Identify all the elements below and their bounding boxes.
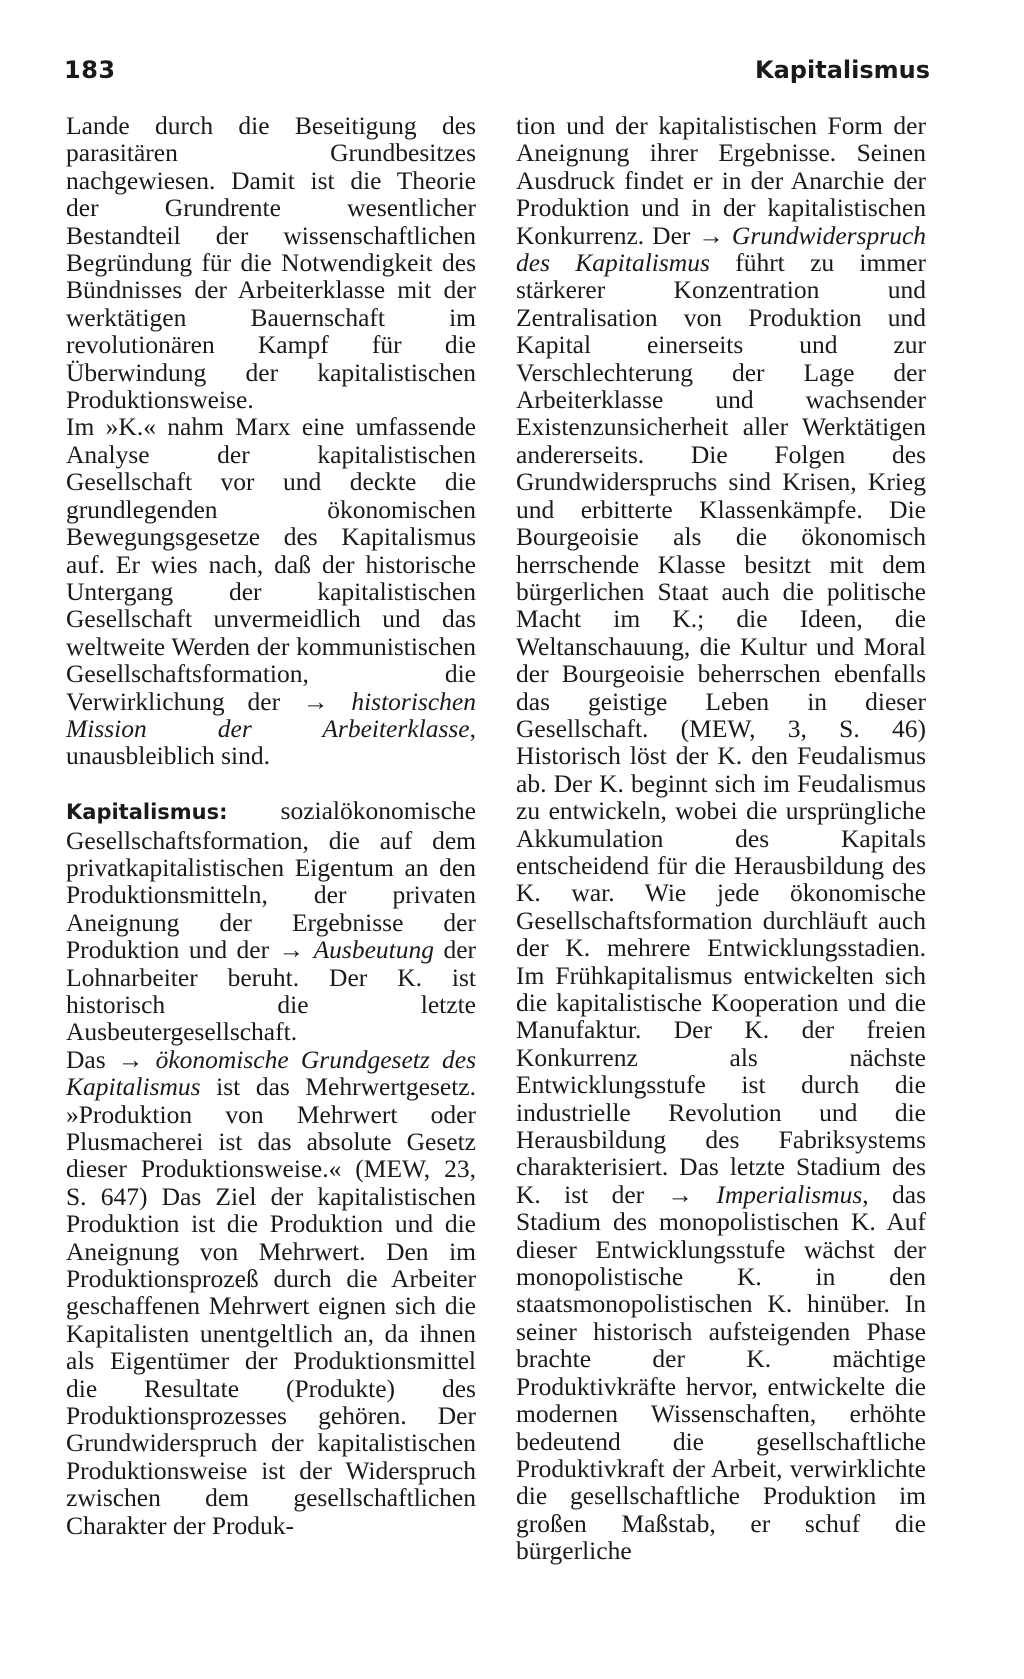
paragraph (66, 1046, 476, 1539)
entry-lemma: Kapitalismus: (66, 800, 228, 825)
paragraph-text: führt zu immer stärkerer Konzentration und Zentralisation von Produktion und Kapital einerseits und zur Verschlechterung der Lage der Arbeiterklasse und wachsender Existenzunsicherheit aller Werktätigen andererseits. Die Folgen des Grundwiderspruchs sind Krisen, Krieg und erbitterte Klassenkämpfe. Die Bourgeoisie als die ökonomisch herrschende Klasse besitzt mit dem bürgerlichen Staat auch die politische Macht im K.; die Ideen, die Weltanschauung, die Kultur und Moral der Bourgeoisie beherrschen ebenfalls das geistige Leben in dieser Gesellschaft. (MEW, 3, S. 46) Historisch löst der K. den Feudalismus ab. Der K. beginnt sich im Feudalismus zu entwickeln, wobei die ursprüngliche Akkumulation des Kapitals entscheidend für die Herausbildung des K. war. Wie jede ökonomische Gesellschaftsformation durchläuft auch der K. mehrere Entwicklungsstadien. Im Frühkapitalismus entwickelten sich die kapitalistische Kooperation und die Manufaktur. Der K. der freien Konkurrenz als nächste Entwicklungsstufe ist durch die industrielle Revolution und die Herausbildung des Fabriksystems charakterisiert. Das letzte Stadium des K. ist der (516, 248, 926, 1209)
paragraph-text: sozialökonomische Gesellschaftsformation, die auf dem privatkapitalistischen Eigentum an den Produktionsmitteln, der privaten Aneignung der Ergebnisse der Produktion und der (66, 796, 476, 965)
paragraph-text: Lande durch die Beseitigung des parasitären Grundbesitzes nachgewiesen. Damit ist die Theorie der Grundrente wesentlicher Bestandteil der wissenschaftlichen Begründung für die Notwendigkeit des Bündnisses der Arbeiterklasse mit der werktätigen Bauernschaft im revolutionären Kampf für die Überwindung der kapitalistischen Produktionsweise. (66, 111, 476, 415)
paragraph-text: tion und der kapitalistischen Form der Aneignung ihrer Ergebnisse. Seinen Ausdruck findet er in der Anarchie der Produktion und in der kapitalistischen Konkurrenz. Der (516, 111, 926, 250)
paragraph-text: ist das Mehrwertgesetz. »Produktion von Mehrwert oder Plusmacherei ist das absolute Gesetz dieser Produktionsweise.« (MEW, 23, S. 647) Das Ziel der kapitalistischen Produktion ist die Produktion und die Aneignung von Mehrwert. Den im Produktionsprozeß durch die Arbeiter geschaffenen Mehrwert eignen sich die Kapitalisten unentgeltlich an, da ihnen als Eigentümer der Produktionsmittel die Resultate (Produkte) des Produktionsprozesses gehören. Der Grundwiderspruch der kapitalistischen Produktionsweise ist der Widerspruch zwischen dem gesellschaftlichen Charakter der Produk- (66, 1072, 476, 1540)
left-column (66, 112, 476, 1539)
running-head: Kapitalismus (755, 56, 930, 84)
entry-paragraph (66, 797, 476, 1046)
cross-reference-arrow: → (667, 1179, 693, 1209)
paragraph-text: Im »K.« nahm Marx eine umfassende Analyse der kapitalistischen Gesellschaft vor und deckte die grundlegenden ökonomischen Bewegungsgesetze des Kapitalismus auf. Er wies nach, daß der historische Untergang der kapitalistischen Gesellschaft unvermeidlich und das weltweite Werden der kommunistischen Gesellschaftsformation, die Verwirklichung der (66, 412, 476, 716)
cross-reference[interactable]: historischen Mission der Arbeiterklasse (66, 686, 476, 743)
cross-reference-arrow: → (278, 935, 305, 965)
paragraph (66, 112, 476, 413)
right-column (516, 112, 926, 1565)
cross-reference[interactable]: Ausbeutung (313, 935, 434, 965)
cross-reference[interactable]: ökonomische Grundgesetz des Kapitalismus (66, 1044, 476, 1102)
paragraph-text: Das (66, 1044, 118, 1074)
cross-reference-arrow: → (117, 1044, 144, 1074)
cross-reference[interactable]: Grundwiderspruch des Kapitalismus (516, 220, 927, 278)
paragraph (66, 413, 476, 769)
paragraph-text: , das Stadium des monopolistischen K. Auf dieser Entwicklungsstufe wächst der monopolistische K. in den staatsmonopolistischen K. hinüber. In seiner historisch aufsteigenden Phase brachte der K. mächtige Produktivkräfte hervor, entwickelte die modernen Wissenschaften, erhöhte bedeutend die gesellschaftliche Produktivkraft der Arbeit, verwirklichte die gesellschaftliche Produktion im großen Maßstab, er schuf die bürgerliche (516, 1179, 926, 1566)
page-number: 183 (64, 56, 116, 84)
cross-reference-arrow: → (698, 220, 724, 250)
entry-separator (66, 770, 476, 797)
paragraph-text: der Lohnarbeiter beruht. Der K. ist historisch die letzte Ausbeutergesellschaft. (66, 935, 477, 1047)
cross-reference-arrow: → (302, 686, 329, 716)
paragraph (516, 112, 926, 1565)
cross-reference[interactable]: Imperialismus (716, 1179, 863, 1209)
paragraph-text: , unausbleiblich sind. (66, 713, 476, 771)
